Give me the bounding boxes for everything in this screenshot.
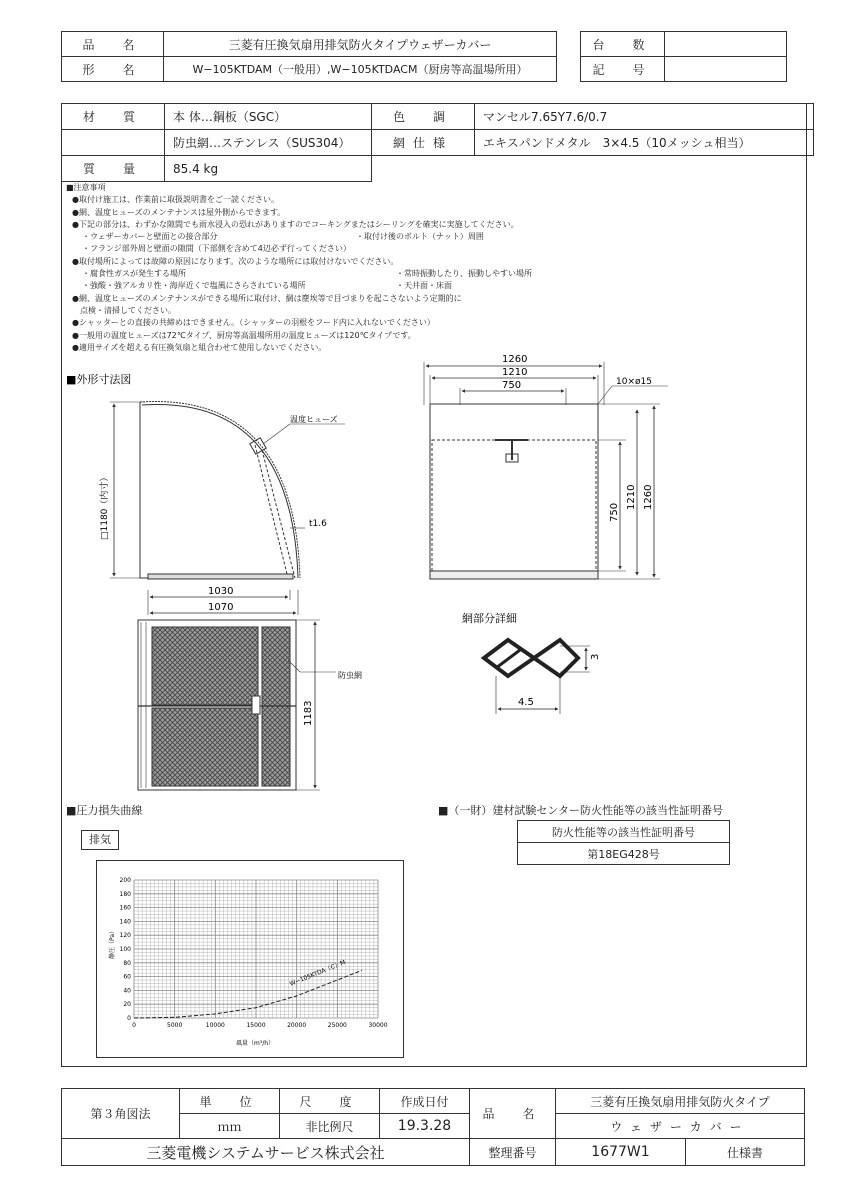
doc-type: 仕様書 <box>686 1139 805 1166</box>
x-tick-label: 5000 <box>167 1022 183 1029</box>
mass-label: 質 量 <box>62 156 165 182</box>
y-tick-label: 60 <box>123 973 131 981</box>
material-label: 材 質 <box>62 104 165 130</box>
top-1210: 1210 <box>502 367 528 378</box>
y-tick-label: 40 <box>123 987 131 995</box>
y-tick-label: 100 <box>119 946 131 953</box>
note-line: ・腐食性ガスが発生する場所 <box>82 269 186 279</box>
y-tick-label: 140 <box>119 918 131 926</box>
units-label: 台 数 <box>581 32 665 57</box>
pressure-chart <box>96 860 402 1056</box>
x-tick-label: 15000 <box>246 1022 266 1029</box>
note-line: ・取付け後のボルト（ナット）周囲 <box>356 232 484 242</box>
cert-number: 第18EG428号 <box>518 843 730 865</box>
model-label: 形 名 <box>62 57 164 82</box>
color-value: マンセル7.65Y7.6/0.7 <box>475 104 814 130</box>
ref-label: 整理番号 <box>470 1139 556 1166</box>
outline-section-title: ■外形寸法図 <box>66 373 132 386</box>
scale-value: 非比例尺 <box>280 1114 380 1139</box>
mesh-dim-3: 3 <box>590 653 601 660</box>
date-label: 作成日付 <box>380 1089 470 1114</box>
top-1260: 1260 <box>502 354 528 365</box>
x-tick-label: 30000 <box>368 1022 388 1029</box>
scale-label: 尺 度 <box>280 1089 380 1114</box>
dim-1070: 1070 <box>208 602 234 613</box>
product-value: 三菱有圧換気扇用排気防火タイプウェザーカバー <box>164 32 557 57</box>
note-line: ●取付け施工は、作業前に取扱説明書をご一読ください。 <box>72 195 279 205</box>
holes-label: 10×ø15 <box>616 377 652 387</box>
thickness-label: t1.6 <box>309 519 327 529</box>
note-line: ●取付場所によっては故障の原因になります。次のような場所には取付けないでください。 <box>72 256 399 266</box>
note-line: ●網、温度ヒューズのメンテナンスは屋外側からできます。 <box>72 207 286 217</box>
ref-value: 1677W1 <box>556 1139 686 1166</box>
note-line: ●網、温度ヒューズのメンテナンスができる場所に取付け、網は塵埃等で目づまりを起こさないよう定期的に <box>72 293 462 303</box>
chart-grid <box>134 880 378 1018</box>
color-label: 色 調 <box>372 104 475 130</box>
y-tick-label: 80 <box>123 959 131 967</box>
side-750: 750 <box>609 502 620 522</box>
y-tick-label: 20 <box>123 1001 131 1009</box>
mesh-detail <box>484 640 590 714</box>
note-line: ・天井面・床面 <box>396 281 452 291</box>
model-value: W−105KTDAM（一般用）,W−105KTDACM（厨房等高温場所用） <box>164 57 557 82</box>
side-1210: 1210 <box>626 484 637 510</box>
y-tick-label: 160 <box>119 904 131 912</box>
material-body: 本 体…鋼板（SGC） <box>165 104 372 130</box>
company: 三菱電機システムサービス株式会社 <box>62 1139 470 1166</box>
note-line: ・強酸・強アルカリ性・海岸近くで塩風にさらされている場所 <box>82 281 306 291</box>
date-value: 19.3.28 <box>380 1114 470 1139</box>
exhaust-tab: 排気 <box>81 830 119 850</box>
note-line: ●シャッターとの直接の共締めはできません。（シャッターの羽根をフード内に入れないでください） <box>72 318 435 328</box>
name-line1: 三菱有圧換気扇用排気防火タイプ <box>556 1089 805 1114</box>
x-tick-label: 25000 <box>327 1022 347 1029</box>
side-view <box>110 401 345 615</box>
y-tick-label: 0 <box>127 1015 131 1022</box>
top-view <box>424 362 668 579</box>
notes-title: ■注意事項 <box>66 183 106 192</box>
cert-table <box>517 820 730 865</box>
note-line: ●一般用の温度ヒューズは72℃タイプ、厨房等高温場所用の温度ヒューズは120℃タイプです。 <box>72 330 416 340</box>
top-750: 750 <box>502 380 522 391</box>
mesh-detail-title: 網部分詳細 <box>462 612 517 625</box>
note-line: ●下記の部分は、わずかな隙間でも雨水浸入の恐れがありますのでコーキングまたはシーリングを確実に実施してください。 <box>72 219 519 229</box>
pressure-section-title: ■圧力損失曲線 <box>66 804 143 817</box>
y-tick-label: 200 <box>119 877 131 884</box>
side-1260: 1260 <box>643 484 654 510</box>
y-axis-label: 静圧（Pa） <box>109 927 116 959</box>
cert-header: 防火性能等の該当性証明番号 <box>518 821 730 843</box>
y-tick-label: 180 <box>119 890 131 898</box>
title-block <box>61 1088 805 1166</box>
dim-1030: 1030 <box>208 586 234 597</box>
net-value: エキスパンドメタル 3×4.5（10メッシュ相当） <box>475 130 814 156</box>
product-label: 品 名 <box>62 32 164 57</box>
mesh-dim-45: 4.5 <box>518 697 534 708</box>
net-label: 網仕様 <box>372 130 475 156</box>
material-net: 防虫網…ステンレス（SUS304） <box>165 130 372 156</box>
cert-title: ■（一財）建材試験センター防火性能等の該当性証明番号 <box>438 804 723 817</box>
unit-value: ｍｍ <box>180 1114 280 1139</box>
note-line: ・フランジ部外周と壁面の隙間（下部側を含めて4辺必ず行ってください） <box>82 244 351 254</box>
note-line: ・常時振動したり、振動しやすい場所 <box>396 269 532 279</box>
x-tick-label: 20000 <box>287 1022 307 1029</box>
y-tick-label: 120 <box>119 932 131 940</box>
inner-dim-label: □1180（内寸） <box>100 472 110 540</box>
name-line2: ウェザーカバー <box>556 1114 805 1139</box>
mark-label: 記 号 <box>581 57 665 82</box>
projection: 第３角図法 <box>62 1089 180 1139</box>
note-line: 点検・清掃してください。 <box>80 305 176 315</box>
unit-label: 単 位 <box>180 1089 280 1114</box>
series-label: W−105KTDA（C）M <box>288 958 347 988</box>
dim-1183: 1183 <box>303 700 314 726</box>
net-callout: 防虫網 <box>338 671 362 680</box>
mass-value: 85.4 kg <box>165 156 372 182</box>
note-line: ●適用サイズを超える有圧換気扇と組合わせて使用しないでください。 <box>72 342 327 352</box>
x-axis-label: 風量（m³/h） <box>236 1040 275 1047</box>
x-tick-label: 0 <box>132 1022 136 1029</box>
x-tick-label: 10000 <box>205 1022 225 1029</box>
name-label: 品 名 <box>470 1089 556 1139</box>
note-line: ・ウェザーカバーと壁面との接合部分 <box>82 232 218 242</box>
chart-ticks <box>120 877 388 1029</box>
fuse-label: 温度ヒューズ <box>290 415 338 424</box>
